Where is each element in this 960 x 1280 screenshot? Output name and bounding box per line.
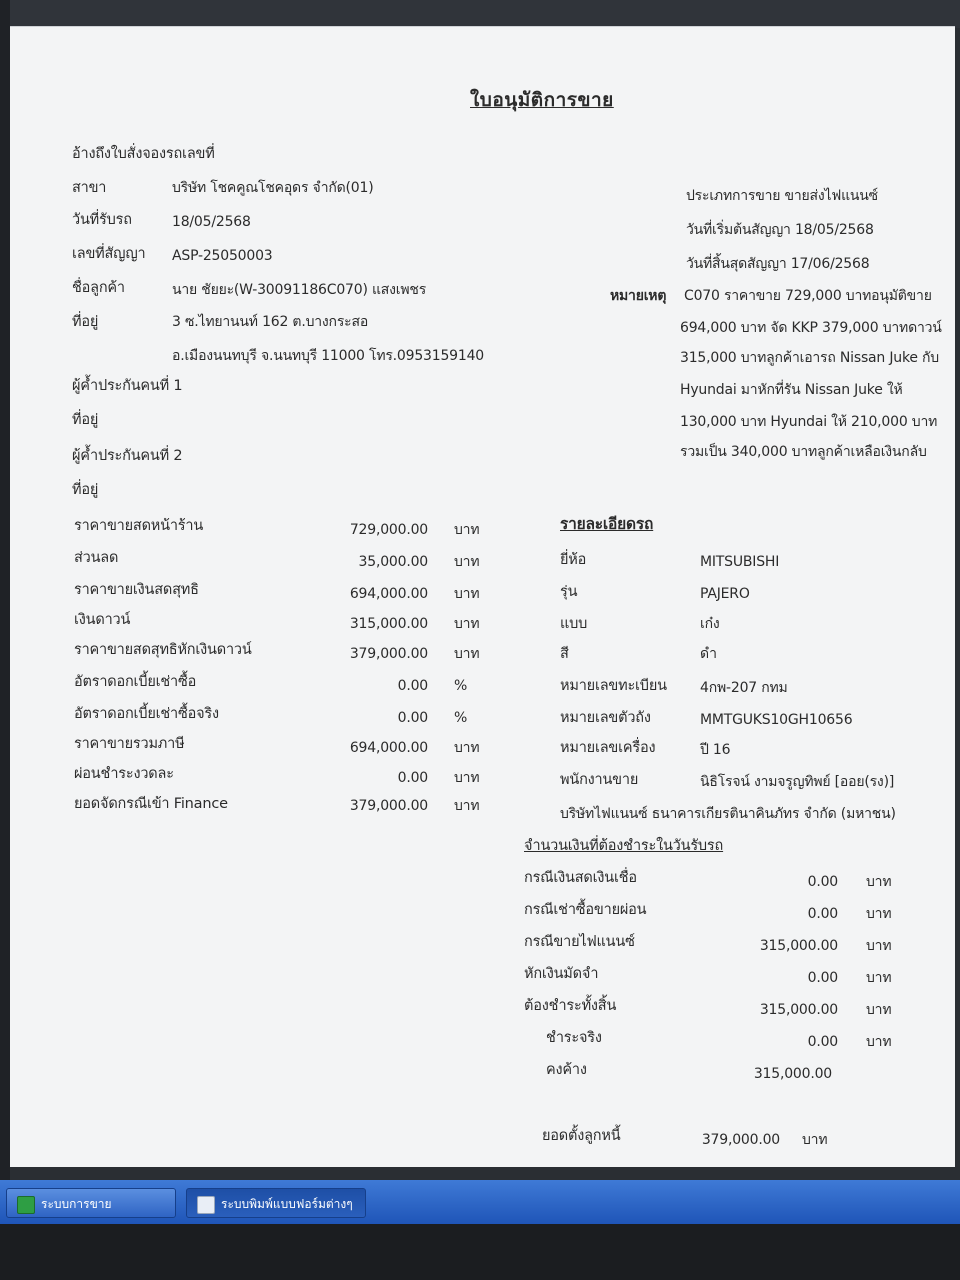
contract-start-date: วันที่เริ่มต้นสัญญา 18/05/2568 (686, 222, 874, 238)
customer-name-value: นาย ชัยยะ(W-30091186C070) แสงเพชร (172, 282, 427, 298)
taskbar-item-label: ระบบการขาย (41, 1197, 112, 1211)
guarantor-1-label: ผู้ค้ำประกันคนที่ 1 (72, 378, 183, 394)
pricing-label: อัตราดอกเบี้ยเช่าซื้อ (74, 674, 197, 690)
payment-value: 315,000.00 (759, 1002, 838, 1018)
pricing-unit: บาท (454, 586, 480, 602)
payment-unit: บาท (866, 1034, 892, 1050)
payment-unit: บาท (866, 1002, 892, 1018)
customer-name-label: ชื่อลูกค้า (72, 280, 125, 296)
pricing-unit: บาท (454, 770, 480, 786)
car-detail-value: นิธิโรจน์ งามจรูญทิพย์ [ออย(รง)] (700, 774, 895, 790)
car-detail-value: MITSUBISHI (700, 554, 780, 570)
pricing-value: 729,000.00 (349, 522, 428, 538)
delivery-date-value: 18/05/2568 (172, 214, 251, 230)
payment-label: กรณีขายไฟแนนซ์ (524, 934, 635, 950)
payment-unit: บาท (866, 906, 892, 922)
remark-line: Hyundai มาหักที่รัน Nissan Juke ให้ (680, 382, 903, 398)
pricing-label: เงินดาวน์ (74, 612, 131, 628)
pricing-unit: % (454, 678, 468, 694)
payment-heading: จำนวนเงินที่ต้องชำระในวันรับรถ (524, 838, 724, 854)
pricing-value: 694,000.00 (349, 740, 428, 756)
remark-line: 694,000 บาท จัด KKP 379,000 บาทดาวน์ (680, 320, 942, 336)
payment-value: 315,000.00 (759, 938, 838, 954)
document-icon (197, 1196, 215, 1214)
payment-label: หักเงินมัดจำ (524, 966, 599, 982)
pricing-value: 0.00 (397, 710, 428, 726)
pricing-label: ราคาขายรวมภาษี (74, 736, 185, 752)
payment-label: ชำระจริง (546, 1030, 602, 1046)
pricing-label: ราคาขายสดหน้าร้าน (74, 518, 204, 534)
document-title: ใบอนุมัติการขาย (470, 89, 614, 111)
finance-company: บริษัทไฟแนนซ์ ธนาคารเกียรตินาคินภัทร จำกัด (มหาชน) (560, 806, 896, 822)
car-detail-value: PAJERO (700, 586, 750, 602)
payment-value: 0.00 (807, 874, 838, 890)
pricing-value: 35,000.00 (358, 554, 428, 570)
pricing-label: ส่วนลด (74, 550, 119, 566)
pricing-label: ยอดจัดกรณีเข้า Finance (74, 796, 228, 812)
address-line-2: อ.เมืองนนทบุรี จ.นนทบุรี 11000 โทร.0953159140 (172, 348, 484, 364)
pricing-value: 694,000.00 (349, 586, 428, 602)
remark-line: 130,000 บาท Hyundai ให้ 210,000 บาท (680, 414, 938, 430)
delivery-date-label: วันที่รับรถ (72, 212, 132, 228)
pricing-value: 379,000.00 (349, 646, 428, 662)
payment-label: คงค้าง (546, 1062, 587, 1078)
branch-label: สาขา (72, 180, 107, 196)
pricing-unit: บาท (454, 646, 480, 662)
monitor-bezel-bottom (0, 1224, 960, 1280)
payment-value: 0.00 (807, 970, 838, 986)
car-detail-label: หมายเลขทะเบียน (560, 678, 667, 694)
monitor-bezel-top (0, 0, 960, 28)
remark-line: C070 ราคาขาย 729,000 บาทอนุมัติขาย (684, 288, 932, 304)
pricing-label: ราคาขายสดสุทธิหักเงินดาวน์ (74, 642, 252, 658)
remark-line: 315,000 บาทลูกค้าเอารถ Nissan Juke กับ (680, 350, 939, 366)
pricing-unit: บาท (454, 554, 480, 570)
car-detail-value: MMTGUKS10GH10656 (700, 712, 853, 728)
remark-label: หมายเหตุ (610, 288, 667, 304)
car-details-heading: รายละเอียดรถ (560, 515, 654, 533)
remark-line: รวมเป็น 340,000 บาทลูกค้าเหลือเงินกลับ (680, 444, 927, 460)
car-detail-value: ปี 16 (700, 742, 731, 758)
debt-label: ยอดตั้งลูกหนี้ (542, 1128, 621, 1144)
payment-value: 315,000.00 (753, 1066, 832, 1082)
payment-label: กรณีเงินสดเงินเชื่อ (524, 870, 637, 886)
debt-unit: บาท (802, 1132, 828, 1148)
car-detail-value: 4กพ-207 กทม (700, 680, 788, 696)
car-detail-value: เก๋ง (700, 616, 720, 632)
pricing-unit: บาท (454, 740, 480, 756)
car-detail-label: ยี่ห้อ (560, 552, 587, 568)
car-detail-value: ดำ (700, 646, 717, 662)
payment-unit: บาท (866, 938, 892, 954)
car-detail-label: รุ่น (560, 584, 578, 600)
car-detail-label: หมายเลขตัวถัง (560, 710, 651, 726)
pricing-value: 379,000.00 (349, 798, 428, 814)
address-label: ที่อยู่ (72, 314, 99, 330)
pricing-value: 0.00 (397, 678, 428, 694)
pricing-unit: บาท (454, 522, 480, 538)
branch-value: บริษัท โชคคูณโชคอุดร จำกัด(01) (172, 180, 374, 196)
contract-end-date: วันที่สิ้นสุดสัญญา 17/06/2568 (686, 256, 870, 272)
car-detail-label: แบบ (560, 616, 588, 632)
car-detail-label: พนักงานขาย (560, 772, 639, 788)
car-detail-label: หมายเลขเครื่อง (560, 740, 656, 756)
contract-number-label: เลขที่สัญญา (72, 246, 146, 262)
payment-value: 0.00 (807, 906, 838, 922)
guarantor-2-address-label: ที่อยู่ (72, 482, 99, 498)
car-detail-label: สี (560, 646, 569, 662)
address-line-1: 3 ซ.ไทยานนท์ 162 ต.บางกระสอ (172, 314, 369, 330)
payment-value: 0.00 (807, 1034, 838, 1050)
pricing-label: ราคาขายเงินสดสุทธิ (74, 582, 199, 598)
pricing-unit: บาท (454, 616, 480, 632)
pricing-label: ผ่อนชำระงวดละ (74, 766, 174, 782)
pricing-value: 315,000.00 (349, 616, 428, 632)
sale-type: ประเภทการขาย ขายส่งไฟแนนซ์ (686, 188, 878, 204)
pricing-label: อัตราดอกเบี้ยเช่าซื้อจริง (74, 706, 219, 722)
guarantor-2-label: ผู้ค้ำประกันคนที่ 2 (72, 448, 183, 464)
contract-number-value: ASP-25050003 (172, 248, 273, 264)
taskbar (0, 1180, 960, 1224)
payment-unit: บาท (866, 970, 892, 986)
monitor-bezel-left (0, 0, 10, 1280)
pricing-unit: % (454, 710, 468, 726)
pricing-value: 0.00 (397, 770, 428, 786)
taskbar-item-label: ระบบพิมพ์แบบฟอร์มต่างๆ (221, 1197, 353, 1211)
payment-unit: บาท (866, 874, 892, 890)
excel-icon (17, 1196, 35, 1214)
taskbar-item-sales-system[interactable] (6, 1188, 176, 1218)
debt-value: 379,000.00 (701, 1132, 780, 1148)
taskbar-item-form-printing[interactable] (186, 1188, 366, 1218)
sale-approval-document (10, 26, 955, 1167)
booking-reference-label: อ้างถึงใบสั่งจองรถเลขที่ (72, 146, 215, 162)
pricing-unit: บาท (454, 798, 480, 814)
payment-label: กรณีเช่าซื้อขายผ่อน (524, 902, 647, 918)
guarantor-1-address-label: ที่อยู่ (72, 412, 99, 428)
payment-label: ต้องชำระทั้งสิ้น (524, 998, 617, 1014)
